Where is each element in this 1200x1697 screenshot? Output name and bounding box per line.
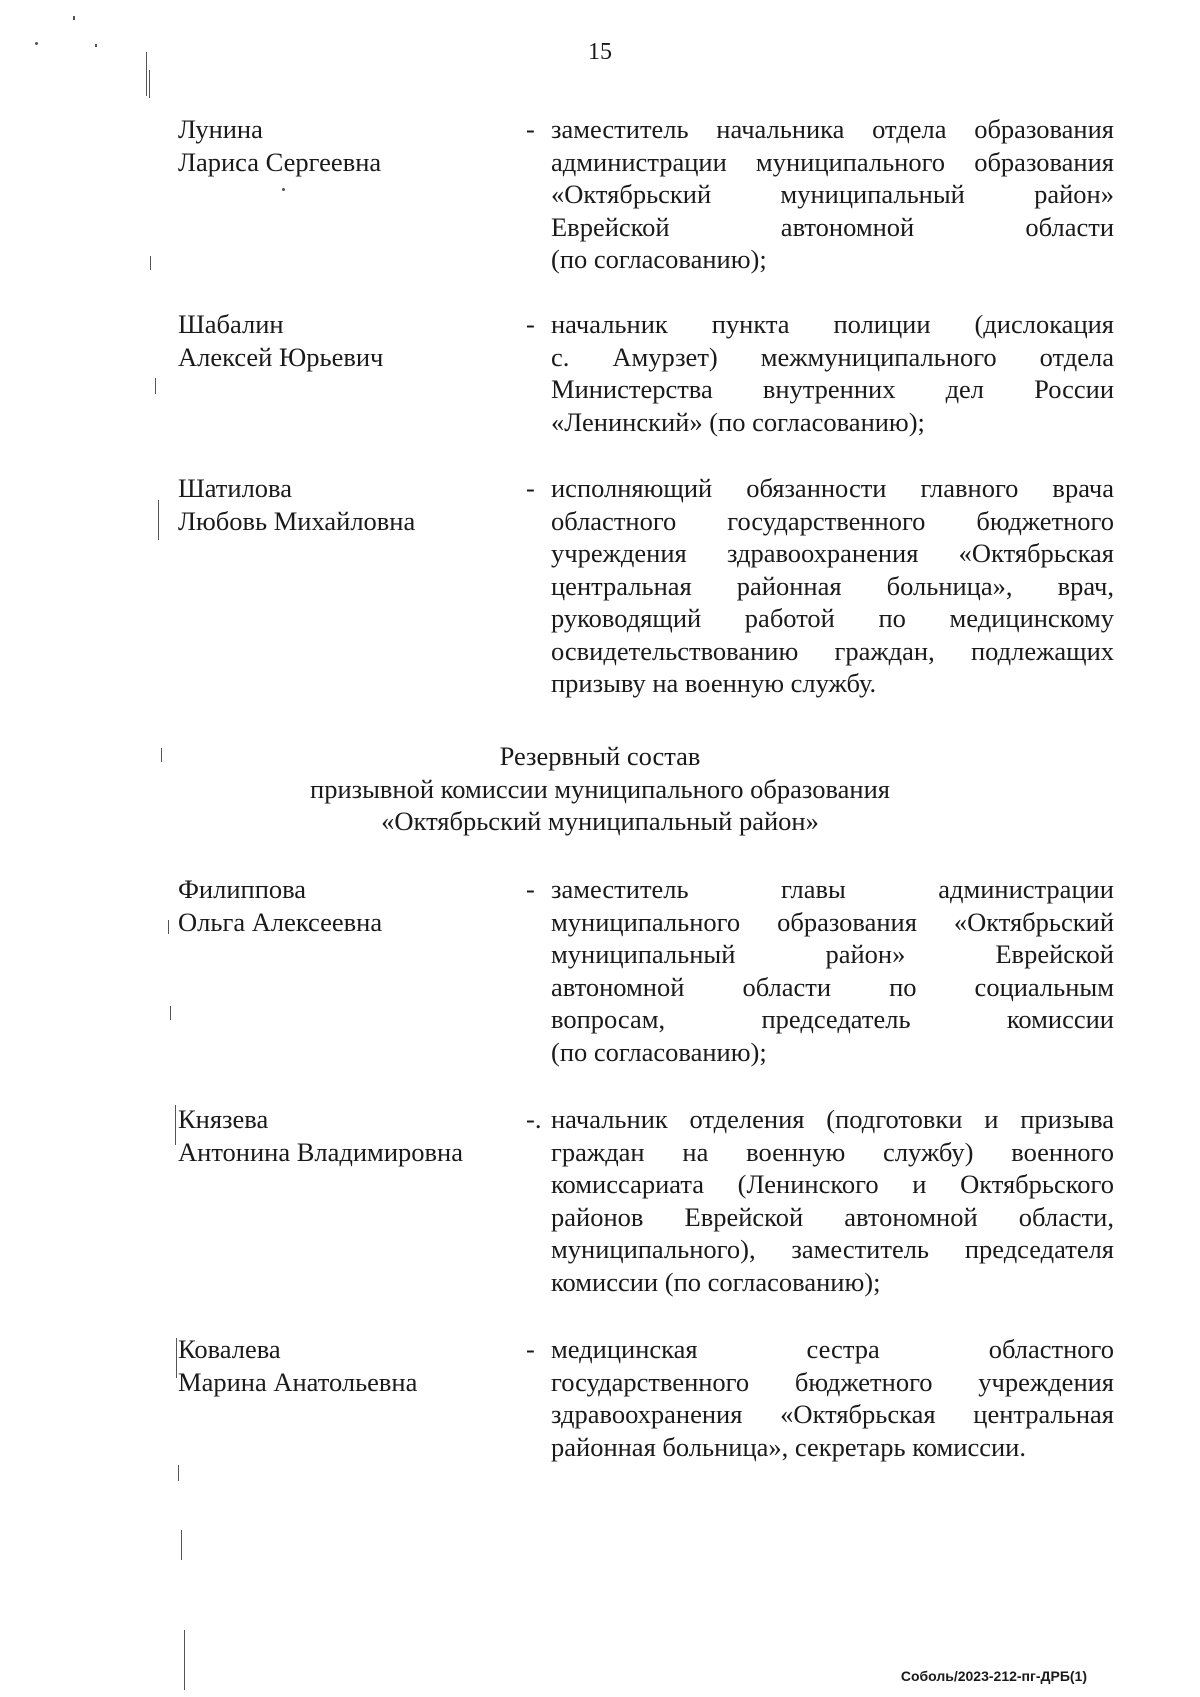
member-given-names: Антонина Владимировна — [178, 1136, 463, 1167]
member-name — [178, 1103, 518, 1168]
position-line: муниципального), заместитель председателя — [551, 1234, 1114, 1264]
member-surname: Лунина — [178, 114, 263, 144]
member-given-names: Алексей Юрьевич — [178, 341, 384, 372]
position-line: граждан на военную службу) военного — [551, 1136, 1114, 1167]
scan-artifact — [168, 920, 169, 934]
position-line: областного государственного бюджетного — [551, 505, 1114, 536]
member-given-names: Марина Анатольевна — [178, 1366, 418, 1397]
member-name — [178, 472, 518, 537]
position-line: администрации муниципального образования — [551, 146, 1114, 177]
position-line: комиссариата (Ленинского и Октябрьского — [551, 1169, 1114, 1199]
position-line: заместитель главы администрации — [551, 874, 1114, 904]
entry-dash: - — [526, 1334, 535, 1364]
member-position — [551, 1333, 1114, 1463]
scan-artifact — [184, 1630, 185, 1690]
page-number: 15 — [588, 39, 612, 65]
position-line: вопросам, председатель комиссии — [551, 1004, 1114, 1034]
entry-dash: - — [526, 114, 535, 144]
heading-line: Резервный состав — [499, 741, 701, 771]
member-position — [551, 308, 1114, 438]
position-line: медицинская сестра областного — [551, 1334, 1114, 1364]
entry-dash: - — [526, 473, 535, 503]
entry-dash: -. — [526, 1104, 542, 1134]
position-line: заместитель начальника отдела образования — [551, 114, 1114, 144]
scan-artifact — [158, 500, 159, 540]
member-name — [178, 873, 518, 938]
scan-artifact — [181, 1530, 182, 1560]
entry-dash: - — [526, 309, 535, 339]
member-name — [178, 308, 518, 373]
position-line: (по согласованию); — [551, 1036, 767, 1067]
position-line: освидетельствованию граждан, подлежащих — [551, 635, 1114, 666]
scan-artifact — [150, 256, 151, 270]
position-line: центральная районная больница», врач, — [551, 570, 1114, 601]
heading-line: «Октябрьский муниципальный район» — [381, 806, 819, 836]
position-line: призыву на военную службу. — [551, 668, 877, 698]
position-line: начальник отделения (подготовки и призыва — [551, 1104, 1114, 1134]
position-line: Еврейской автономной области — [551, 211, 1114, 242]
member-surname: Шабалин — [178, 309, 284, 339]
member-surname: Филиппова — [178, 874, 307, 904]
position-line: государственного бюджетного учреждения — [551, 1366, 1114, 1397]
position-line: исполняющий обязанности главного врача — [551, 473, 1114, 503]
scan-artifact — [175, 1105, 176, 1145]
scan-artifact — [149, 70, 150, 98]
document-code: Соболь/2023-212-пг-ДРБ(1) — [900, 1668, 1087, 1684]
scan-artifact — [176, 1338, 177, 1378]
member-position — [551, 1103, 1114, 1298]
scan-artifact — [73, 16, 75, 20]
position-line: муниципального образования «Октябрьский — [551, 906, 1114, 937]
member-given-names: Любовь Михайловна — [178, 505, 416, 536]
member-name — [178, 113, 518, 178]
member-surname: Ковалева — [178, 1334, 281, 1364]
member-given-names: Ольга Алексеевна — [178, 906, 383, 937]
position-line: автономной области по социальным — [551, 971, 1114, 1002]
member-given-names: Лариса Сергеевна — [178, 146, 382, 177]
position-line: «Октябрьский муниципальный район» — [551, 179, 1114, 209]
position-line: комиссии (по согласованию); — [551, 1266, 881, 1297]
position-line: (по согласованию); — [551, 244, 767, 274]
reserve-heading — [0, 740, 1200, 838]
member-position — [551, 873, 1114, 1068]
position-line: «Ленинский» (по согласованию); — [551, 406, 925, 437]
member-position — [551, 113, 1114, 276]
position-line: муниципальный район» Еврейской — [551, 939, 1114, 969]
member-name — [178, 1333, 518, 1398]
entry-dash: - — [526, 874, 535, 904]
position-line: здравоохранения «Октябрьская центральная — [551, 1399, 1114, 1429]
scan-artifact — [178, 1465, 179, 1481]
heading-line: призывной комиссии муниципального образования — [310, 773, 890, 804]
member-surname: Князева — [178, 1104, 269, 1134]
scan-artifact — [155, 378, 156, 394]
scan-artifact — [282, 188, 285, 191]
member-surname: Шатилова — [178, 473, 292, 503]
scan-artifact — [170, 1006, 171, 1020]
position-line: районная больница», секретарь комиссии. — [551, 1431, 1026, 1462]
position-line: районов Еврейской автономной области, — [551, 1201, 1114, 1232]
position-line: с. Амурзет) межмуниципального отдела — [551, 341, 1114, 372]
member-position — [551, 472, 1114, 700]
position-line: учреждения здравоохранения «Октябрьская — [551, 538, 1114, 568]
position-line: начальник пункта полиции (дислокация — [551, 309, 1114, 339]
position-line: Министерства внутренних дел России — [551, 374, 1114, 404]
position-line: руководящий работой по медицинскому — [551, 603, 1114, 633]
